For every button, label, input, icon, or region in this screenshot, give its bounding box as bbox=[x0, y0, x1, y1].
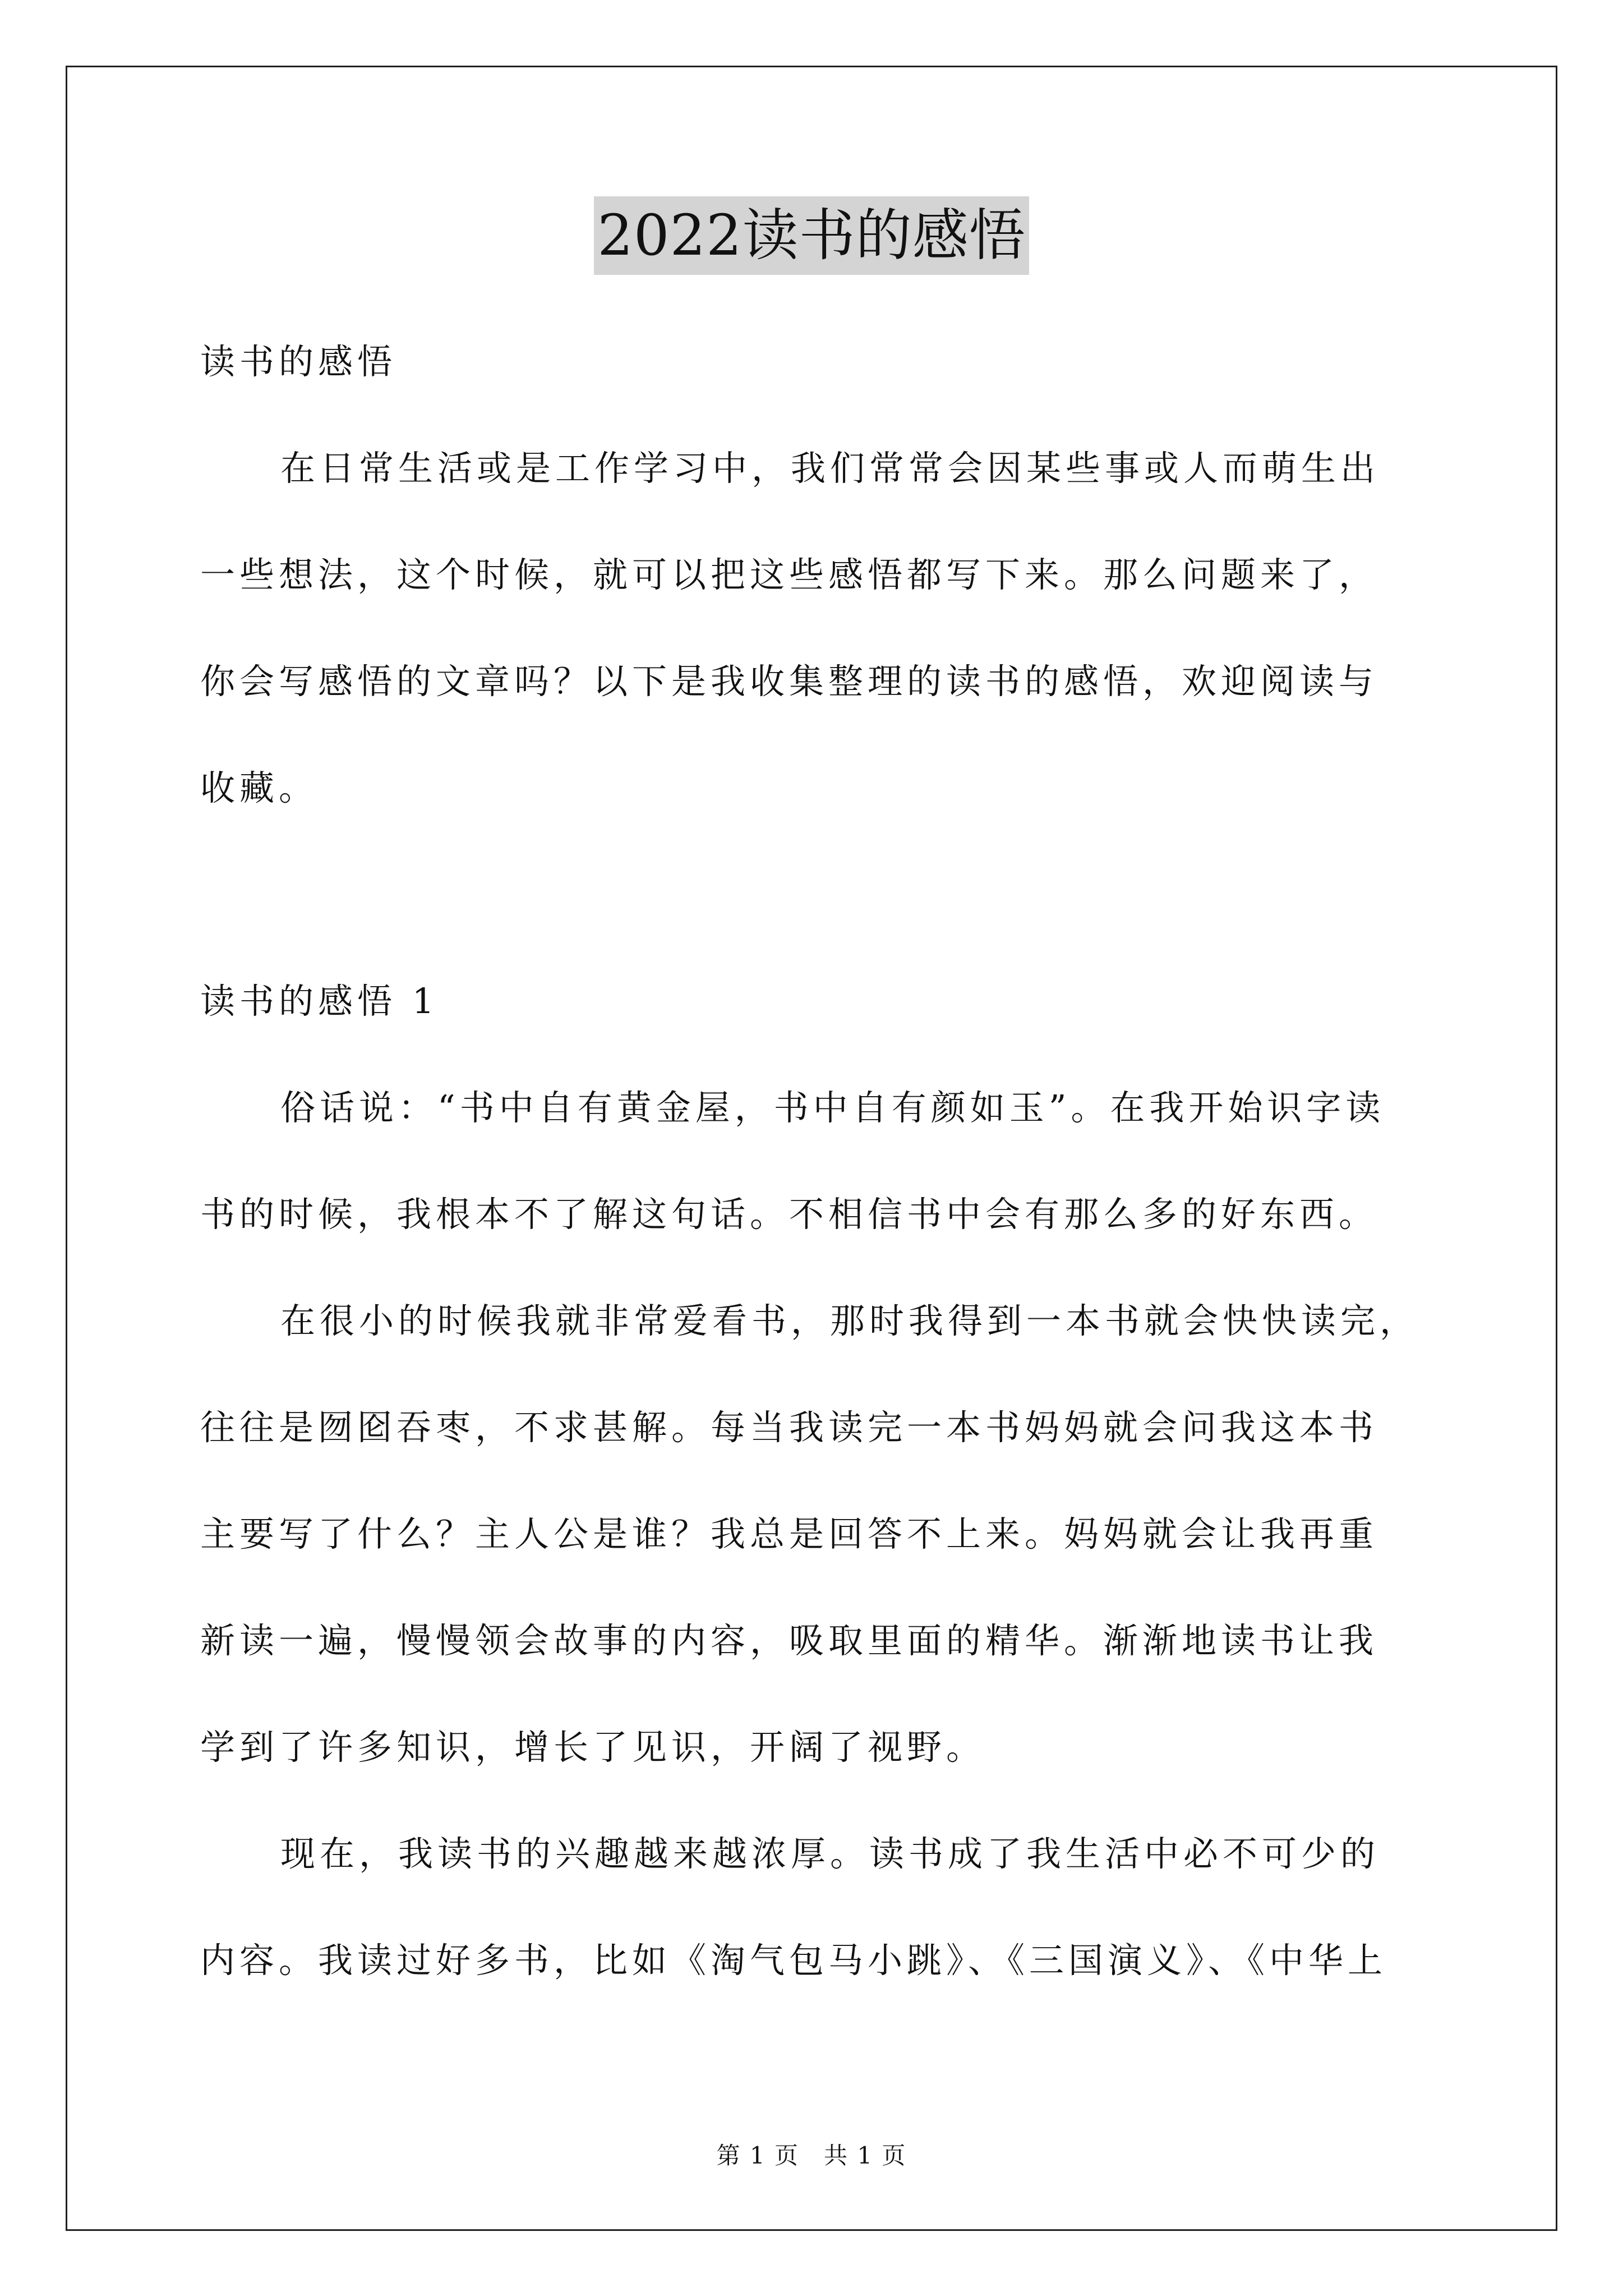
paragraph-line: 收藏。 bbox=[200, 767, 319, 808]
paragraph-line: 书的时候，我根本不了解这句话。不相信书中会有那么多的好东西。 bbox=[200, 1194, 1378, 1235]
paragraph-line: 主要写了什么？主人公是谁？我总是回答不上来。妈妈就会让我再重 bbox=[200, 1513, 1378, 1554]
paragraph-line: 内容。我读过好多书，比如《淘气包马小跳》、《三国演义》、《中华上 bbox=[200, 1940, 1387, 1981]
paragraph-line: 现在，我读书的兴趣越来越浓厚。读书成了我生活中必不可少的 bbox=[280, 1833, 1380, 1874]
document-title: 2022读书的感悟 bbox=[594, 196, 1029, 275]
section-heading: 读书的感悟 bbox=[200, 341, 397, 382]
page-footer: 第 1 页 共 1 页 bbox=[716, 2142, 907, 2169]
title-wrapper bbox=[0, 196, 1623, 275]
document-body bbox=[200, 337, 1456, 2042]
paragraph-line: 新读一遍，慢慢领会故事的内容，吸取里面的精华。渐渐地读书让我 bbox=[200, 1620, 1378, 1661]
section-gap bbox=[200, 869, 1456, 976]
paragraph-line: 一些想法，这个时候，就可以把这些感悟都写下来。那么问题来了， bbox=[200, 554, 1378, 595]
paragraph-line: 学到了许多知识，增长了见识，开阔了视野。 bbox=[200, 1727, 986, 1768]
section-heading: 读书的感悟 1 bbox=[200, 981, 439, 1022]
paragraph-line: 往往是囫囵吞枣，不求甚解。每当我读完一本书妈妈就会问我这本书 bbox=[200, 1407, 1378, 1448]
paragraph-line: 你会写感悟的文章吗？以下是我收集整理的读书的感悟，欢迎阅读与 bbox=[200, 661, 1378, 702]
paragraph-line: 俗话说：“书中自有黄金屋，书中自有颜如玉”。在我开始识字读 bbox=[280, 1087, 1385, 1128]
paragraph-line: 在日常生活或是工作学习中，我们常常会因某些事或人而萌生出 bbox=[280, 448, 1380, 489]
paragraph-line: 在很小的时候我就非常爱看书，那时我得到一本书就会快快读完， bbox=[280, 1300, 1419, 1341]
